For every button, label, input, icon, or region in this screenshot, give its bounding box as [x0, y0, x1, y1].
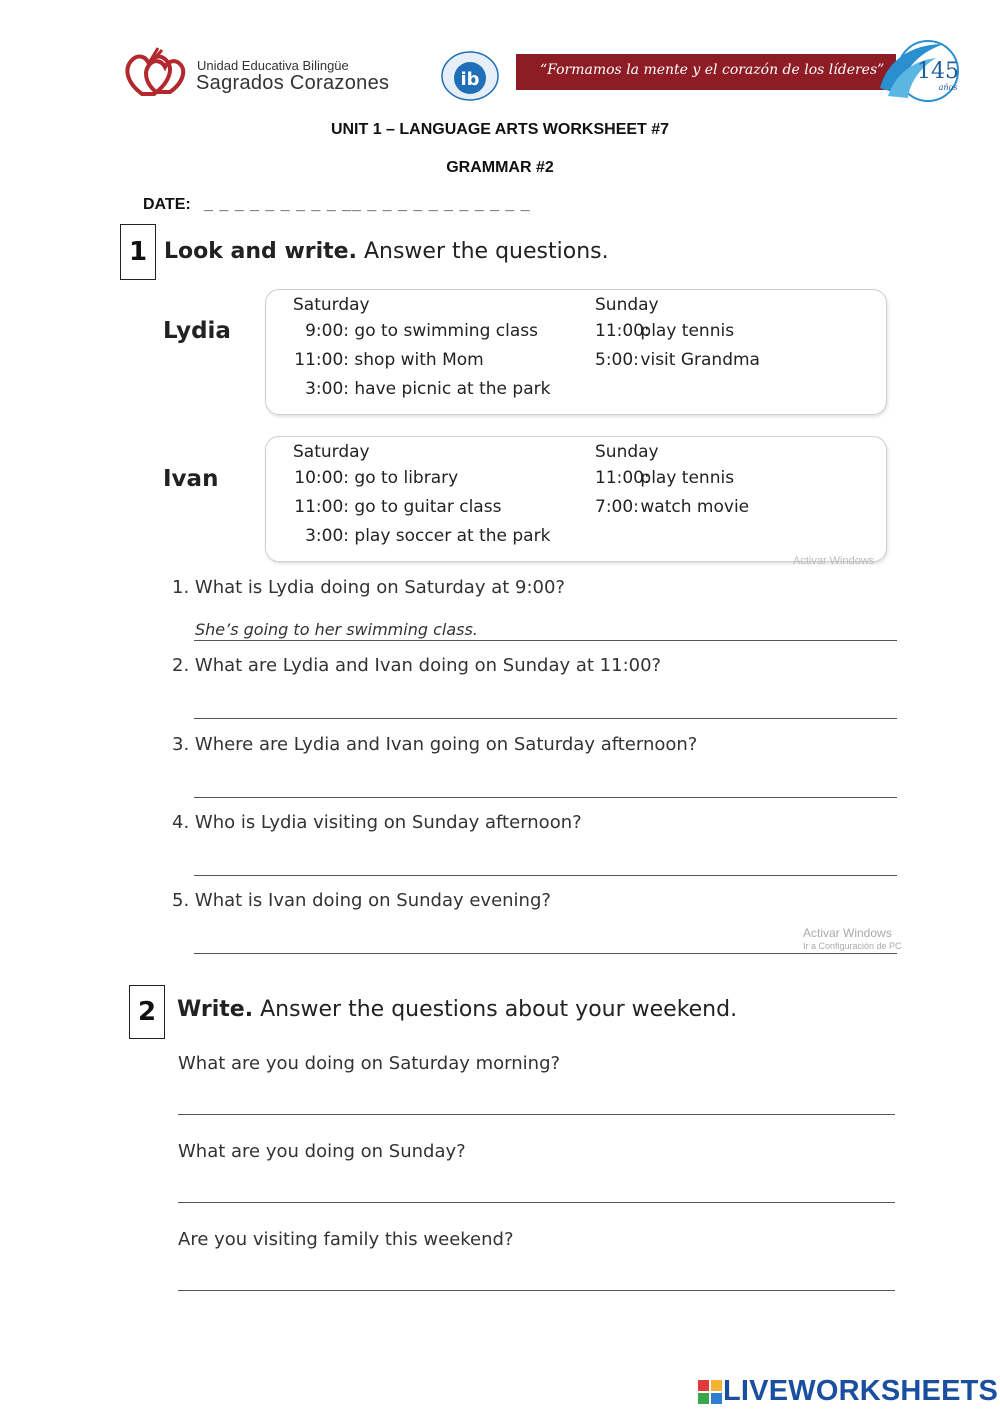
date-label: DATE:: [143, 196, 191, 213]
day-label: Saturday: [293, 442, 370, 462]
schedule-row: [293, 350, 550, 379]
schedule-row: [595, 350, 760, 379]
liveworksheets-logo-icon: [698, 1380, 722, 1404]
schedule-row: [293, 497, 550, 526]
weekend-answer-line-2[interactable]: [178, 1202, 895, 1203]
schedule-column-saturday: [293, 321, 550, 408]
badge-number: 145: [917, 59, 959, 84]
worksheet-title: UNIT 1 – LANGUAGE ARTS WORKSHEET #7: [330, 121, 670, 138]
answer-line-4[interactable]: [194, 875, 897, 876]
day-label: Sunday: [595, 295, 659, 315]
schedule-activity: play tennis: [640, 321, 735, 341]
schedule-row: [595, 468, 749, 497]
schedule-time: 9:00:: [305, 321, 349, 341]
worksheet-subtitle: GRAMMAR #2: [446, 159, 554, 176]
windows-activation-subtitle: Ir a Configuración de PC: [803, 941, 902, 951]
school-name-line1: Unidad Educativa Bilingüe: [197, 58, 349, 73]
schedule-row: [595, 497, 749, 526]
section2-number: 2: [129, 985, 165, 1039]
answer-line-1[interactable]: [194, 640, 897, 641]
schedule-column-saturday: [293, 468, 550, 555]
schedule-activity: have picnic at the park: [354, 379, 551, 399]
ib-logo: [440, 50, 500, 102]
schedule-activity: go to library: [354, 468, 459, 488]
weekend-question-2: What are you doing on Sunday?: [178, 1141, 466, 1162]
weekend-answer-line-3[interactable]: [178, 1290, 895, 1291]
day-label: Sunday: [595, 442, 659, 462]
section2-title-rest: Answer the questions about your weekend.: [260, 997, 738, 1022]
schedule-column-sunday: [595, 468, 749, 526]
schedule-time: 3:00:: [305, 526, 349, 546]
schedule-time: 11:00:: [595, 321, 650, 341]
windows-activation-title: Activar Windows: [803, 926, 892, 940]
badge-subtext: años: [938, 83, 958, 92]
schedule-name-lydia: Lydia: [163, 318, 231, 344]
question-5: 5. What is Ivan doing on Sunday evening?: [172, 890, 551, 911]
answer-line-5[interactable]: [194, 953, 897, 954]
schedule-time: 11:00:: [294, 497, 349, 517]
schedule-activity: play soccer at the park: [354, 526, 551, 546]
section1-title-bold: Look and write.: [164, 239, 357, 264]
question-2: 2. What are Lydia and Ivan doing on Sunday at 11:00?: [172, 655, 662, 676]
section1-number: 1: [120, 224, 156, 280]
schedule-time: 7:00:: [595, 497, 639, 517]
weekend-question-3: Are you visiting family this weekend?: [178, 1229, 514, 1250]
school-hearts-logo: [122, 44, 188, 102]
schedule-row: [293, 468, 550, 497]
schedule-activity: go to guitar class: [354, 497, 502, 517]
weekend-question-1: What are you doing on Saturday morning?: [178, 1053, 561, 1074]
motto-text: “Formamos la mente y el corazón de los líderes”: [540, 62, 885, 78]
windows-activation-watermark: Activar Windows: [793, 555, 875, 567]
schedule-time: 3:00:: [305, 379, 349, 399]
school-name-line2: Sagrados Corazones: [196, 72, 390, 94]
question-3: 3. Where are Lydia and Ivan going on Saturday afternoon?: [172, 734, 698, 755]
question-1: 1. What is Lydia doing on Saturday at 9:00?: [172, 577, 565, 598]
schedule-row: [293, 379, 550, 408]
schedule-time: 11:00:: [595, 468, 650, 488]
schedule-row: [595, 321, 760, 350]
answer-1-text: She’s going to her swimming class.: [195, 620, 478, 639]
schedule-row: [293, 526, 550, 555]
day-label: Saturday: [293, 295, 370, 315]
section1-title: [164, 239, 609, 264]
schedule-time: 10:00:: [294, 468, 349, 488]
answer-line-2[interactable]: [194, 718, 897, 719]
schedule-column-sunday: [595, 321, 760, 379]
date-input-blank[interactable]: _ _ _ _ _ _ _ _ _ __ _ _ _ _ _ _ _ _ _ _ _: [204, 196, 531, 213]
section1-title-rest: Answer the questions.: [363, 239, 609, 264]
question-4: 4. Who is Lydia visiting on Sunday afternoon?: [172, 812, 582, 833]
answer-line-3[interactable]: [194, 797, 897, 798]
schedule-activity: go to swimming class: [354, 321, 538, 341]
schedule-activity: visit Grandma: [640, 350, 760, 370]
schedule-row: [293, 321, 550, 350]
schedule-activity: shop with Mom: [354, 350, 484, 370]
liveworksheets-brand: LIVEWORKSHEETS: [723, 1375, 999, 1407]
schedule-time: 5:00:: [595, 350, 639, 370]
schedule-activity: watch movie: [640, 497, 750, 517]
section2-title: [177, 997, 737, 1022]
schedule-time: 11:00:: [294, 350, 349, 370]
schedule-activity: play tennis: [640, 468, 735, 488]
anniversary-badge: [874, 38, 966, 104]
section2-title-bold: Write.: [177, 997, 254, 1022]
weekend-answer-line-1[interactable]: [178, 1114, 895, 1115]
ib-logo-text: ib: [460, 69, 480, 90]
schedule-name-ivan: Ivan: [163, 466, 219, 492]
